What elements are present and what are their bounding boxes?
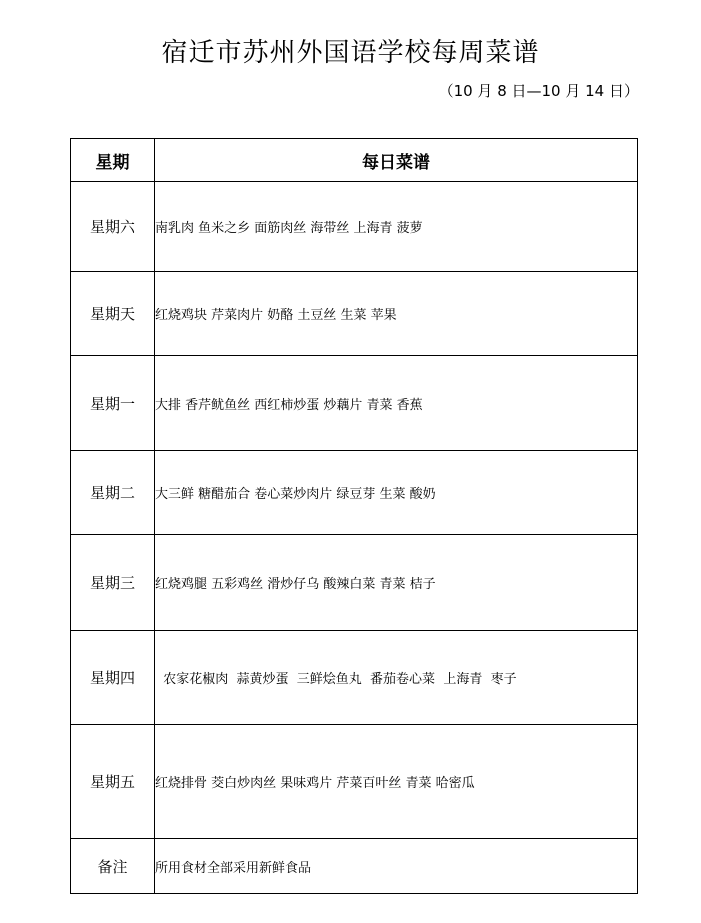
note-label: 备注 [71,839,155,894]
dishes-cell: 红烧鸡块 芹菜肉片 奶酪 土豆丝 生菜 苹果 [155,272,638,356]
dishes-cell: 红烧鸡腿 五彩鸡丝 滑炒仔乌 酸辣白菜 青菜 桔子 [155,535,638,631]
table-row [71,725,638,839]
day-cell: 星期天 [71,272,155,356]
day-cell: 星期三 [71,535,155,631]
page-title: 宿迁市苏州外国语学校每周菜谱 [161,38,540,68]
table-row [71,631,638,725]
day-cell: 星期五 [71,725,155,839]
dishes-cell: 农家花椒肉 蒜黄炒蛋 三鲜烩鱼丸 番茄卷心菜 上海青 枣子 [155,631,638,725]
day-cell: 星期一 [71,356,155,451]
dishes-cell: 大排 香芹鱿鱼丝 西红柿炒蛋 炒藕片 青菜 香蕉 [155,356,638,451]
table-row [71,356,638,451]
header-day: 星期 [71,139,155,182]
table-row [71,272,638,356]
weekly-menu-table [70,138,638,894]
header-menu: 每日菜谱 [155,139,638,182]
dishes-cell: 红烧排骨 茭白炒肉丝 果味鸡片 芹菜百叶丝 青菜 哈密瓜 [155,725,638,839]
day-cell: 星期四 [71,631,155,725]
dishes-cell: 大三鲜 糖醋茄合 卷心菜炒肉片 绿豆芽 生菜 酸奶 [155,451,638,535]
dishes-cell: 南乳肉 鱼米之乡 面筋肉丝 海带丝 上海青 菠萝 [155,182,638,272]
note-text: 所用食材全部采用新鲜食品 [155,839,638,894]
day-cell: 星期六 [71,182,155,272]
date-range: （10 月 8 日—10 月 14 日） [438,82,639,100]
table-row [71,535,638,631]
table-row [71,182,638,272]
table-row [71,451,638,535]
table-header-row [71,139,638,182]
day-cell: 星期二 [71,451,155,535]
note-row [71,839,638,894]
